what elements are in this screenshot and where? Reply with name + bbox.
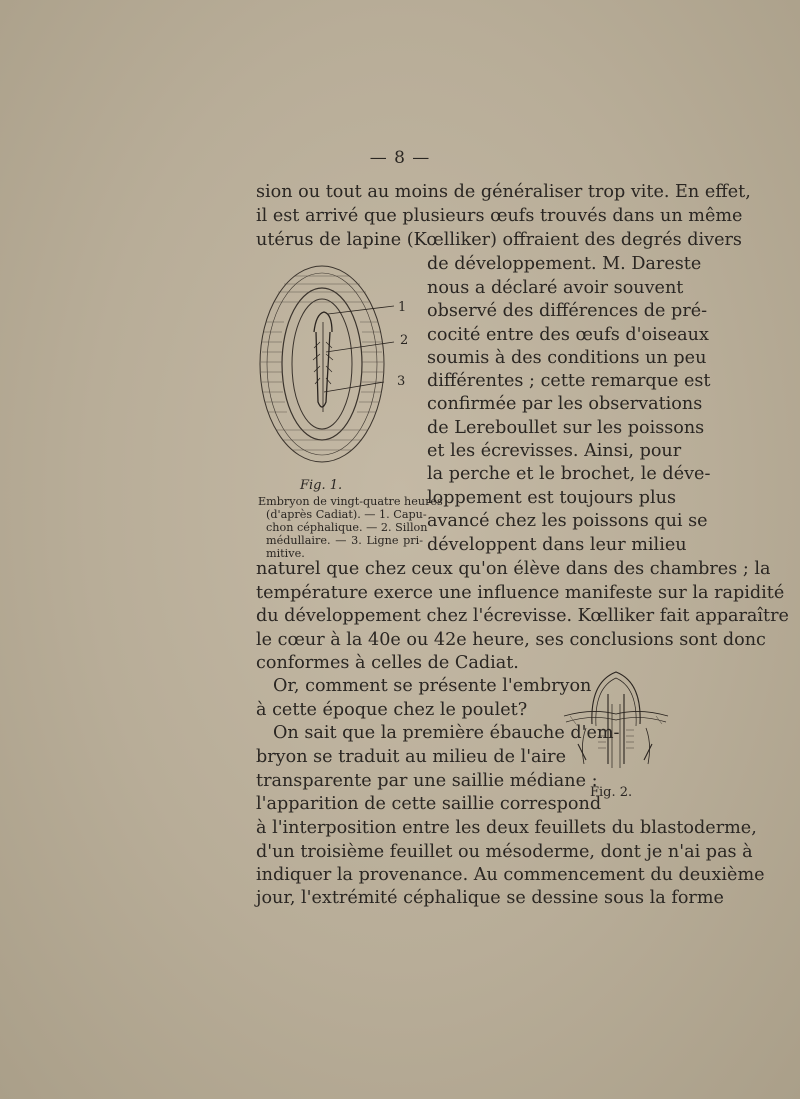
callout-1: 1 [398, 300, 407, 315]
text-line: développent dans leur milieu [427, 535, 687, 555]
callout-2: 2 [400, 333, 409, 348]
text-line: le cœur à la 40e ou 42e heure, ses conclusions sont donc [256, 630, 766, 650]
text-line: du développement chez l'écrevisse. Kœlliker fait apparaître [256, 606, 789, 626]
text-line: conformes à celles de Cadiat. [256, 653, 519, 673]
text-line: transparente par une saillie médiane : [256, 771, 598, 791]
text-line: cocité entre des œufs d'oiseaux [427, 325, 709, 345]
text-line: d'un troisième feuillet ou mésoderme, dont je n'ai pas à [256, 842, 753, 862]
figure-1-illustration [254, 262, 414, 467]
text-line: bryon se traduit au milieu de l'aire [256, 747, 566, 767]
text-line: la perche et le brochet, le déve- [427, 464, 711, 484]
figure-1-caption-line: médullaire. — 3. Ligne pri- [266, 534, 423, 547]
text-line: confirmée par les observations [427, 394, 703, 414]
text-line: sion ou tout au moins de généraliser trop vite. En effet, [256, 182, 751, 202]
text-line: il est arrivé que plusieurs œufs trouvés dans un même [256, 206, 743, 226]
text-line: jour, l'extrémité céphalique se dessine sous la forme [256, 888, 724, 908]
figure-2-illustration [562, 664, 670, 776]
text-line: soumis à des conditions un peu [427, 348, 707, 368]
text-line: température exerce une influence manifeste sur la rapidité [256, 583, 785, 603]
text-line: nous a déclaré avoir souvent [427, 278, 684, 298]
text-line: à l'interposition entre les deux feuillets du blastoderme, [256, 818, 757, 838]
figure-1-label: Fig. 1. [300, 478, 343, 493]
text-line: naturel que chez ceux qu'on élève dans des chambres ; la [256, 559, 771, 579]
figure-2-label: Fig. 2. [590, 785, 633, 800]
text-line: On sait que la première ébauche d'em- [273, 723, 620, 743]
callout-3: 3 [397, 374, 406, 389]
figure-1-caption-line: (d'après Cadiat). — 1. Capu- [266, 508, 427, 521]
figure-1-caption-line: chon céphalique. — 2. Sillon [266, 521, 428, 534]
text-line: observé des différences de pré- [427, 301, 708, 321]
text-line: loppement est toujours plus [427, 488, 677, 508]
text-line: indiquer la provenance. Au commencement du deuxième [256, 865, 765, 885]
text-line: l'apparition de cette saillie correspond [256, 794, 602, 814]
text-line: avancé chez les poissons qui se [427, 511, 708, 531]
page-number: — 8 — [369, 148, 431, 168]
text-line: utérus de lapine (Kœlliker) offraient des degrés divers [256, 230, 742, 250]
text-line: de Lereboullet sur les poissons [427, 418, 705, 438]
text-line: de développement. M. Dareste [427, 254, 702, 274]
text-line: différentes ; cette remarque est [427, 371, 711, 391]
figure-1-caption-line: Embryon de vingt-quatre heures [258, 495, 443, 508]
text-line: Or, comment se présente l'embryon [273, 676, 592, 696]
figure-1-caption-line: mitive. [266, 547, 305, 560]
text-line: à cette époque chez le poulet? [256, 700, 528, 720]
text-line: et les écrevisses. Ainsi, pour [427, 441, 682, 461]
